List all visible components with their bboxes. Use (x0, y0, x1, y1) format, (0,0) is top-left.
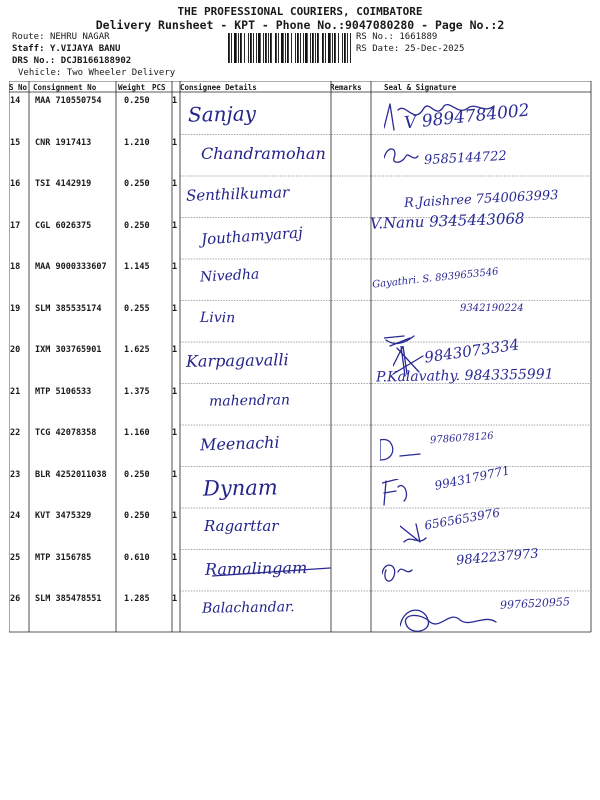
row-sno: 21 (10, 386, 21, 397)
row-sno: 22 (10, 428, 21, 438)
col-header-consignee: Consignee Details (180, 83, 257, 92)
consignee-handwritten-name: Karpagavalli (185, 350, 289, 371)
route-value: NEHRU NAGAR (49, 32, 110, 42)
consignee-handwritten-name: Ramalingam (204, 557, 308, 579)
staff-field: Staff: Y.VIJAYA BANU (12, 44, 121, 54)
signature-scribble-mark (382, 560, 502, 594)
consignment-number: TSI 4142919 (35, 179, 92, 189)
rs-date-value: 25-Dec-2025 (404, 44, 465, 54)
receiver-signature-phone: 6565653976 (423, 505, 501, 533)
consignee-handwritten-name: Meenachi (199, 432, 280, 455)
signature-scribble-mark (400, 606, 520, 640)
weight-value: 0.250 (124, 220, 150, 231)
consignment-number: MTP 5106533 (35, 386, 92, 397)
consignment-number: SLM 385535174 (35, 303, 102, 314)
consignment-number: KVT 3475329 (35, 511, 92, 521)
pcs-value: 1 (172, 137, 178, 148)
runsheet-subtitle: Delivery Runsheet - KPT - Phone No.:9047080280 - Page No.:2 (95, 18, 505, 32)
consignee-handwritten-name: Dynam (202, 474, 278, 501)
weight-value: 0.250 (124, 511, 150, 521)
pcs-value: 1 (172, 511, 178, 521)
receiver-signature-phone: R.Jaishree 7540063993 (403, 187, 559, 212)
row-sno: 15 (10, 137, 21, 148)
row-sno: 18 (10, 262, 21, 272)
col-header-pcs: PCS (152, 83, 166, 92)
drs-field: DRS No.: DCJB166188902 (12, 56, 132, 66)
pcs-value: 1 (172, 428, 178, 438)
rs-date-field: RS Date: 25-Dec-2025 (356, 44, 465, 54)
pcs-value: 1 (172, 262, 178, 272)
receiver-signature-phone: 9585144722 (423, 148, 508, 168)
consignee-handwritten-name: Jouthamyaraj (200, 222, 304, 249)
pcs-value: 1 (172, 386, 178, 397)
receiver-signature-phone: 9843073334 (423, 335, 521, 367)
consignment-number: SLM 385478551 (35, 594, 102, 604)
receiver-signature-phone: 9842237973 (455, 545, 540, 569)
row-sno: 23 (10, 469, 21, 480)
pcs-value: 1 (172, 96, 178, 106)
row-sno: 20 (10, 345, 21, 355)
signature-scribble-mark (400, 520, 520, 554)
row-sno: 25 (10, 552, 21, 563)
consignment-number: MTP 3156785 (35, 552, 92, 563)
consignment-number: CNR 1917413 (35, 137, 92, 148)
route-field: Route: NEHRU NAGAR (12, 32, 110, 42)
drs-value: DCJB166188902 (60, 56, 132, 66)
signature-scribble-mark (384, 144, 504, 178)
consignment-number: BLR 4252011038 (35, 469, 107, 480)
row-sno: 16 (10, 179, 21, 189)
col-header-sno: S No (9, 83, 28, 92)
pcs-value: 1 (172, 179, 178, 189)
pcs-value: 1 (172, 552, 178, 563)
receiver-signature-phone: V 9894784002 (403, 100, 531, 134)
pcs-value: 1 (172, 345, 178, 355)
vehicle-field: Vehicle: Two Wheeler Delivery (18, 68, 176, 78)
company-title: THE PROFESSIONAL COURIERS, COIMBATORE (177, 5, 423, 18)
weight-value: 1.375 (124, 386, 150, 397)
col-header-seal-signature: Seal & Signature (384, 83, 457, 92)
receiver-signature-phone: 9342190224 (460, 302, 524, 314)
rs-no-value: 1661889 (399, 32, 438, 42)
consignment-number: MAA 710550754 (35, 96, 102, 106)
consignee-handwritten-name: Balachandar. (201, 599, 295, 617)
row-sno: 14 (10, 96, 21, 106)
signature-scribble-mark (382, 479, 502, 513)
receiver-signature-phone: 9943179771 (433, 462, 511, 493)
col-header-remarks: Remarks (330, 83, 362, 92)
consignee-handwritten-name: Senthilkumar (185, 183, 290, 205)
barcode-image (228, 33, 352, 63)
col-header-consignment: Consignment No (33, 83, 97, 92)
signature-scribble-mark (393, 346, 513, 380)
row-sno: 26 (10, 594, 21, 604)
row-sno: 19 (10, 303, 21, 314)
weight-value: 1.285 (124, 594, 150, 604)
weight-value: 1.160 (124, 428, 150, 438)
pcs-value: 1 (172, 469, 178, 480)
pcs-value: 1 (172, 594, 178, 604)
weight-value: 0.255 (124, 303, 150, 314)
weight-value: 0.250 (124, 179, 150, 189)
receiver-signature-phone: P.Kalavathy. 9843355991 (375, 365, 554, 386)
consignee-handwritten-name: Nivedha (199, 266, 260, 286)
weight-value: 1.625 (124, 345, 150, 355)
receiver-signature-phone: 9976520955 (499, 595, 571, 612)
consignment-number: TCG 42078358 (35, 428, 97, 438)
receiver-signature-phone: Gayathri. S. 8939653546 (371, 266, 500, 291)
receiver-signature-phone: 9786078126 (429, 430, 494, 447)
consignment-number: IXM 303765901 (35, 345, 102, 355)
consignee-handwritten-name: mahendran (208, 391, 291, 410)
consignee-handwritten-name: Livin (199, 309, 236, 326)
pcs-value: 1 (172, 303, 178, 314)
pcs-value: 1 (172, 220, 178, 231)
consignee-handwritten-name: Sanjay (187, 101, 257, 127)
weight-value: 0.250 (124, 469, 150, 480)
weight-value: 1.145 (124, 262, 150, 272)
row-sno: 24 (10, 511, 21, 521)
vehicle-value: Two Wheeler Delivery (66, 68, 176, 78)
consignment-number: MAA 9000333607 (35, 262, 107, 272)
consignment-number: CGL 6026375 (35, 220, 92, 231)
signature-scribble-mark (384, 100, 504, 134)
weight-value: 0.250 (124, 96, 150, 106)
weight-value: 1.210 (124, 137, 150, 148)
weight-value: 0.610 (124, 552, 150, 563)
consignee-handwritten-name: Ragarttar (204, 517, 279, 535)
rs-no-field: RS No.: 1661889 (356, 32, 438, 42)
consignee-handwritten-name: Chandramohan (201, 143, 326, 163)
signature-scribble-mark (380, 438, 500, 472)
receiver-signature-phone: V.Nanu 9345443068 (369, 208, 525, 233)
row-sno: 17 (10, 220, 21, 231)
signature-scribble-mark (212, 562, 332, 596)
staff-value: Y.VIJAYA BANU (49, 44, 121, 54)
col-header-weight: Weight (118, 83, 146, 92)
